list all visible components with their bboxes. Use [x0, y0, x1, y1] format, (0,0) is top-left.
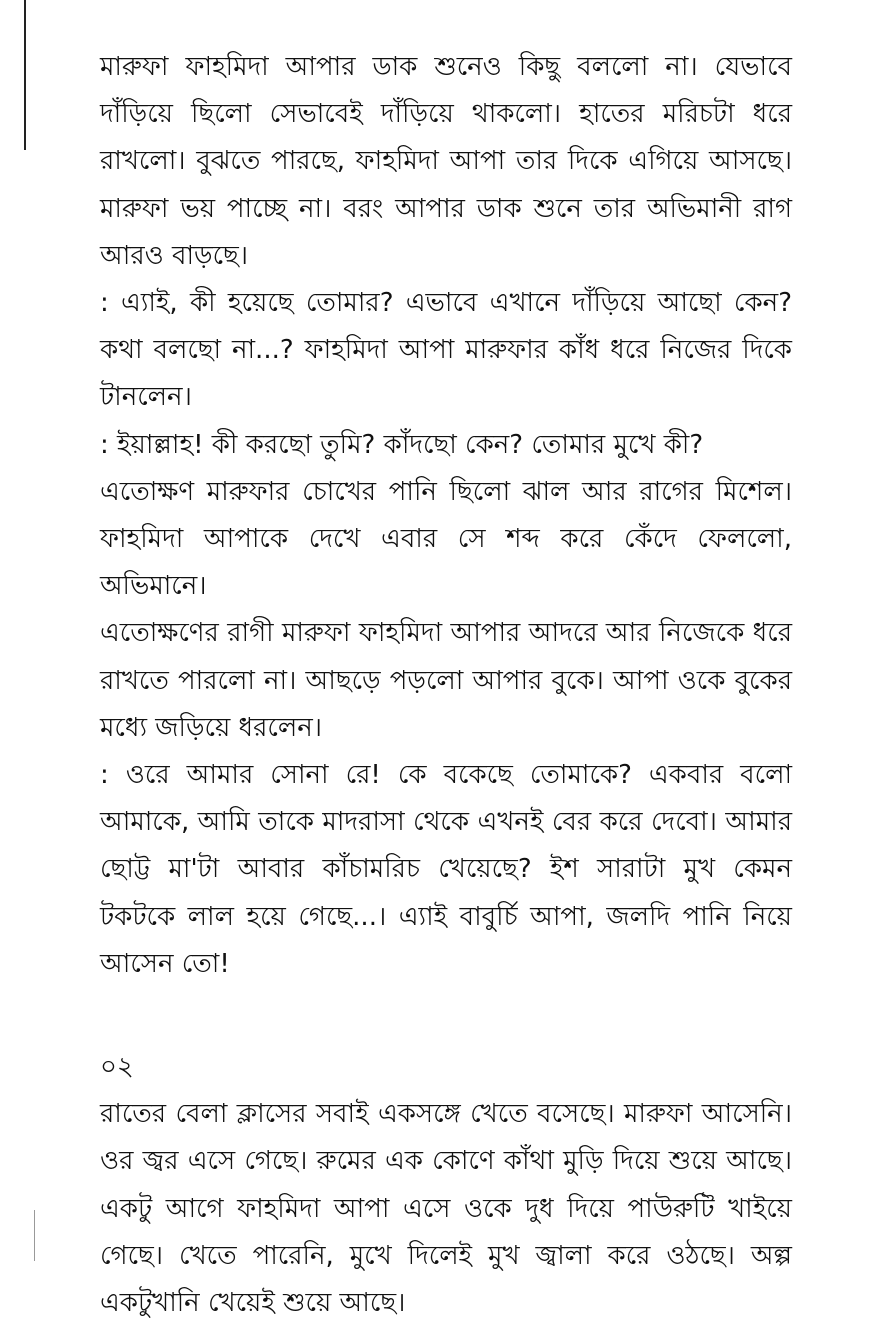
- paragraph-1: মারুফা ফাহমিদা আপার ডাক শুনেও কিছু বললো না। যেভাবে দাঁড়িয়ে ছিলো সেভাবেই দাঁড়িয়ে থাকলো। হাতের মরিচটা ধরে রাখলো। বুঝতে পারছে, ফাহমিদা আপা তার দিকে এগিয়ে আসছে। মারুফা ভয় পাচ্ছে না। বরং আপার ডাক শুনে তার অভিমানী রাগ আরও বাড়ছে।: [100, 52, 792, 271]
- body-text: [100, 44, 792, 1327]
- section-paragraph-1: রাতের বেলা ক্লাসের সবাই একসঙ্গে খেতে বসেছে। মারুফা আসেনি। ওর জ্বর এসে গেছে। রুমের এক কোণে কাঁথা মুড়ি দিয়ে শুয়ে আছে। একটু আগে ফাহমিদা আপা এসে ওকে দুধ দিয়ে পাউরুটি খাইয়ে গেছে। খেতে পারেনি, মুখে দিলেই মুখ জ্বালা করে ওঠছে। অল্প একটুখানি খেয়েই শুয়ে আছে।: [100, 1099, 792, 1319]
- paragraph-4: এতোক্ষণ মারুফার চোখের পানি ছিলো ঝাল আর রাগের মিশেল। ফাহমিদা আপাকে দেখে এবার সে শব্দ করে কেঁদে ফেললো, অভিমানে।: [100, 476, 792, 602]
- dialog-paragraph-3: : ইয়াল্লাহ! কী করছো তুমি? কাঁদছো কেন? তোমার মুখে কী?: [100, 429, 704, 460]
- page-binding-edge-bottom: [34, 1210, 35, 1261]
- paragraph-5: এতোক্ষণের রাগী মারুফা ফাহমিদা আপার আদরে আর নিজেকে ধরে রাখতে পারলো না। আছড়ে পড়লো আপার বুকে। আপা ওকে বুকের মধ্যে জড়িয়ে ধরলেন।: [100, 618, 792, 743]
- section-number: ০২: [100, 1052, 134, 1083]
- section-gap: [100, 988, 792, 1044]
- page-binding-edge: [24, 0, 26, 150]
- dialog-paragraph-6: : ওরে আমার সোনা রে! কে বকেছে তোমাকে? একবার বলো আমাকে, আমি তাকে মাদরাসা থেকে এখনই বের করে দেবো। আমার ছোট্ট মা'টা আবার কাঁচামরিচ খেয়েছে? ইশ সারাটা মুখ কেমন টকটকে লাল হয়ে গেছে...। এ্যাই বাবুর্চি আপা, জলদি পানি নিয়ে আসেন তো!: [100, 760, 792, 979]
- dialog-paragraph-2: : এ্যাই, কী হয়েছে তোমার? এভাবে এখানে দাঁড়িয়ে আছো কেন? কথা বলছো না...? ফাহমিদা আপা মারুফার কাঁধ ধরে নিজের দিকে টানলেন।: [100, 288, 792, 413]
